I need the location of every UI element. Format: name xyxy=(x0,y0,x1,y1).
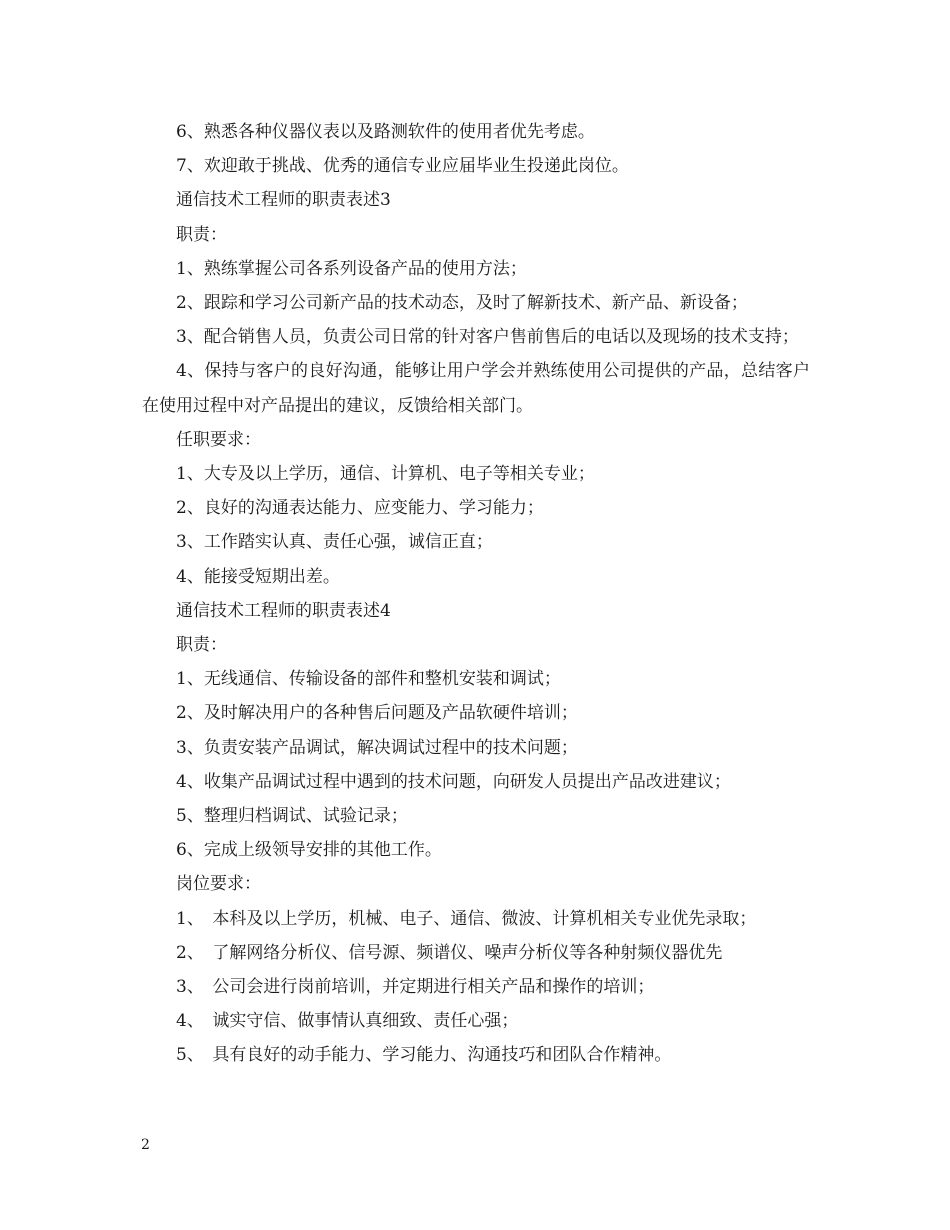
text-line: 1、大专及以上学历，通信、计算机、电子等相关专业； xyxy=(176,464,595,485)
text-line: 4、 诚实守信、做事情认真细致、责任心强； xyxy=(176,1011,519,1032)
text-line: 1、熟练掌握公司各系列设备产品的使用方法； xyxy=(176,258,527,279)
subsection-heading: 职责： xyxy=(176,635,227,656)
subsection-heading: 职责： xyxy=(176,224,227,245)
text-line: 3、负责安装产品调试，解决调试过程中的技术问题； xyxy=(176,737,578,758)
text-line: 4、收集产品调试过程中遇到的技术问题，向研发人员提出产品改进建议； xyxy=(176,771,731,792)
text-line: 3、工作踏实认真、责任心强，诚信正直； xyxy=(176,532,493,553)
subsection-heading: 岗位要求： xyxy=(176,874,261,895)
text-paragraph: 3、配合销售人员，负责公司日常的针对客户售前售后的电话以及现场的技术支持； xyxy=(176,327,799,348)
page-number: 2 xyxy=(141,1137,150,1153)
text-line: 1、 本科及以上学历，机械、电子、通信、微波、计算机相关专业优先录取； xyxy=(176,908,757,929)
text-line: 2、良好的沟通表达能力、应变能力、学习能力； xyxy=(176,498,544,519)
text-line: 6、完成上级领导安排的其他工作。 xyxy=(176,840,442,861)
text-line: 2、跟踪和学习公司新产品的技术动态，及时了解新技术、新产品、新设备； xyxy=(176,293,748,314)
text-line: 1、无线通信、传输设备的部件和整机安装和调试； xyxy=(176,669,561,690)
text-line: 5、 具有良好的动手能力、学习能力、沟通技巧和团队合作精神。 xyxy=(176,1045,672,1066)
text-line: 5、整理归档调试、试验记录； xyxy=(176,806,408,827)
section-heading: 通信技术工程师的职责表述3 xyxy=(176,190,391,211)
text-line: 7、欢迎敢于挑战、优秀的通信专业应届毕业生投递此岗位。 xyxy=(176,156,629,177)
subsection-heading: 任职要求： xyxy=(176,429,261,450)
text-paragraph: 4、保持与客户的良好沟通，能够让用户学会并熟练使用公司提供的产品，总结客户在使用过程中对产品提出的建议，反馈给相关部门。 xyxy=(142,361,810,416)
text-line: 3、 公司会进行岗前培训，并定期进行相关产品和操作的培训； xyxy=(176,977,655,998)
text-line: 6、熟悉各种仪器仪表以及路测软件的使用者优先考虑。 xyxy=(176,122,595,142)
text-line: 4、能接受短期出差。 xyxy=(176,566,340,587)
document-body xyxy=(142,115,810,1073)
text-line: 2、 了解网络分析仪、信号源、频谱仪、噪声分析仪等各种射频仪器优先 xyxy=(176,942,723,963)
section-heading: 通信技术工程师的职责表述4 xyxy=(176,600,391,621)
text-line: 2、及时解决用户的各种售后问题及产品软硬件培训； xyxy=(176,703,578,724)
